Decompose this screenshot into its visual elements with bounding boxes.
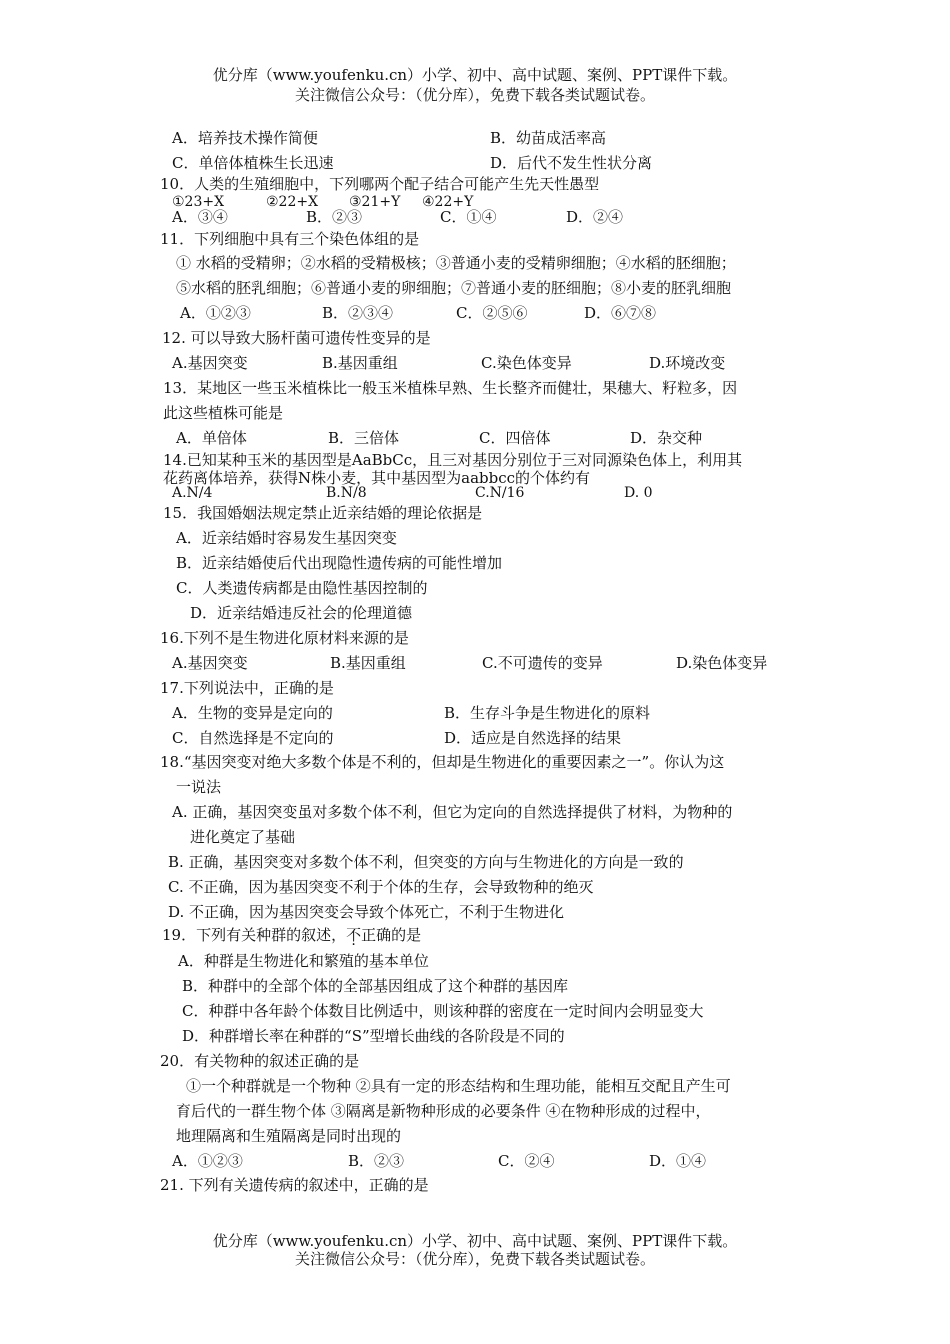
q10-stem: 10．人类的生殖细胞中，下列哪两个配子结合可能产生先天性愚型 [160,175,600,193]
q10-item-1: ①23+X [172,194,225,210]
q10-option-d: D．②④ [566,208,624,226]
q13-option-c: C．四倍体 [479,429,551,447]
footer-line-2: 关注微信公众号：（优分库），免费下载各类试题试卷。 [294,1250,655,1268]
q11-option-a: A．①②③ [180,304,251,322]
q16-option-c: C.不可遗传的变异 [482,654,603,672]
footer-line-1: 优分库（www.youfenku.cn）小学、初中、高中试题、案例、PPT课件下载。 [212,1232,738,1250]
q19-option-c: C．种群中各年龄个体数目比例适中，则该种群的密度在一定时间内会明显变大 [182,1002,704,1020]
q15-option-a: A．近亲结婚时容易发生基因突变 [176,529,397,547]
q12-option-a: A.基因突变 [172,354,248,372]
q19-option-d: D．种群增长率在种群的“S”型增长曲线的各阶段是不同的 [182,1027,565,1045]
q19-stem [162,925,421,945]
q16-option-d: D.染色体变异 [676,654,768,672]
q19-stem-pre: 19．下列有关种群的叙述， [162,926,347,944]
q13-line-1: 13．某地区一些玉米植株比一般玉米植株早熟、生长整齐而健壮，果穗大、籽粒多，因 [163,379,738,397]
q20-option-c: C．②④ [498,1152,555,1170]
q17-option-d: D．适应是自然选择的结果 [444,729,622,747]
q19-stem-emphasis: 不 [346,926,362,944]
q20-line-2: 育后代的一群生物个体 ③隔离是新物种形成的必要条件 ④在物种形成的过程中， [176,1102,711,1120]
q11-option-c: C．②⑤⑥ [456,304,528,322]
q14-line-1: 14.已知某种玉米的基因型是AaBbCc，且三对基因分别位于三对同源染色体上，利用其 [163,451,743,469]
q18-option-c: C. 不正确，因为基因突变不利于个体的生存，会导致物种的绝灭 [168,878,594,896]
q10-option-b: B．②③ [306,208,363,226]
q10-item-3: ③21+Y [349,194,401,210]
q14-option-c: C.N/16 [475,485,525,501]
q11-line-2: ⑤水稻的胚乳细胞；⑥普通小麦的卵细胞；⑦普通小麦的胚细胞；⑧小麦的胚乳细胞 [176,279,732,297]
q11-stem: 11．下列细胞中具有三个染色体组的是 [160,230,420,248]
q13-option-d: D．杂交种 [630,429,703,447]
q12-option-d: D.环境改变 [649,354,726,372]
q14-option-d: D. 0 [624,485,653,501]
q15-option-d: D．近亲结婚违反社会的伦理道德 [190,604,413,622]
q18-line-1: 18.“基因突变对绝大多数个体是不利的，但却是生物进化的重要因素之一”。你认为这 [160,753,725,771]
q18-line-2: 一说法 [176,778,222,796]
q16-stem: 16.下列不是生物进化原材料来源的是 [160,629,409,647]
q20-option-a: A．①②③ [172,1152,243,1170]
q16-option-a: A.基因突变 [172,654,248,672]
q18-option-a-line-1: A. 正确，基因突变虽对多数个体不利，但它为定向的自然选择提供了材料，为物种的 [172,803,733,821]
q14-line-2: 花药离体培养，获得N株小麦，其中基因型为aabbcc的个体约有 [163,469,591,487]
q14-option-b: B.N/8 [326,485,367,501]
header-line-2: 关注微信公众号：（优分库），免费下载各类试题试卷。 [294,86,655,104]
q18-option-b: B. 正确，基因突变对多数个体不利，但突变的方向与生物进化的方向是一致的 [168,853,684,871]
q10-option-c: C．①④ [440,208,497,226]
q20-line-3: 地理隔离和生殖隔离是同时出现的 [176,1127,402,1145]
q9-option-c: C．单倍体植株生长迅速 [172,154,334,172]
q13-option-b: B．三倍体 [328,429,400,447]
q10-item-4: ④22+Y [422,194,474,210]
q11-line-1: ① 水稻的受精卵；②水稻的受精极核；③普通小麦的受精卵细胞；④水稻的胚细胞； [176,254,736,272]
q17-option-c: C．自然选择是不定向的 [172,729,334,747]
q12-option-c: C.染色体变异 [481,354,572,372]
q20-option-d: D．①④ [649,1152,707,1170]
q20-line-1: ①一个种群就是一个物种 ②具有一定的形态结构和生理功能，能相互交配且产生可 [186,1077,731,1095]
q9-option-d: D．后代不发生性状分离 [490,154,653,172]
q17-option-a: A．生物的变异是定向的 [172,704,333,722]
q15-option-b: B．近亲结婚使后代出现隐性遗传病的可能性增加 [176,554,503,572]
q19-option-b: B．种群中的全部个体的全部基因组成了这个种群的基因库 [182,977,569,995]
q21-stem: 21. 下列有关遗传病的叙述中，正确的是 [160,1176,429,1194]
q19-option-a: A．种群是生物进化和繁殖的基本单位 [178,952,429,970]
q15-option-c: C．人类遗传病都是由隐性基因控制的 [176,579,428,597]
q18-option-a-line-2: 进化奠定了基础 [190,828,296,846]
q9-option-b: B．幼苗成活率高 [490,129,607,147]
q19-stem-post: 正确的是 [361,926,422,944]
q18-option-d: D. 不正确，因为基因突变会导致个体死亡，不利于生物进化 [168,903,565,921]
q17-stem: 17.下列说法中，正确的是 [160,679,334,697]
q9-option-a: A．培养技术操作简便 [172,129,318,147]
header-line-1: 优分库（www.youfenku.cn）小学、初中、高中试题、案例、PPT课件下载。 [212,66,738,84]
q12-option-b: B.基因重组 [322,354,398,372]
q12-stem: 12. 可以导致大肠杆菌可遗传性变异的是 [162,329,431,347]
q10-item-2: ②22+X [266,194,319,210]
q17-option-b: B．生存斗争是生物进化的原料 [444,704,651,722]
q13-option-a: A．单倍体 [176,429,247,447]
q16-option-b: B.基因重组 [330,654,406,672]
q11-option-b: B．②③④ [322,304,394,322]
q14-option-a: A.N/4 [172,485,213,501]
q11-option-d: D．⑥⑦⑧ [584,304,657,322]
q15-stem: 15．我国婚姻法规定禁止近亲结婚的理论依据是 [163,504,483,522]
q10-option-a: A．③④ [172,208,228,226]
q20-stem: 20．有关物种的叙述正确的是 [160,1052,360,1070]
q13-line-2: 此这些植株可能是 [163,404,284,422]
q20-option-b: B．②③ [348,1152,405,1170]
